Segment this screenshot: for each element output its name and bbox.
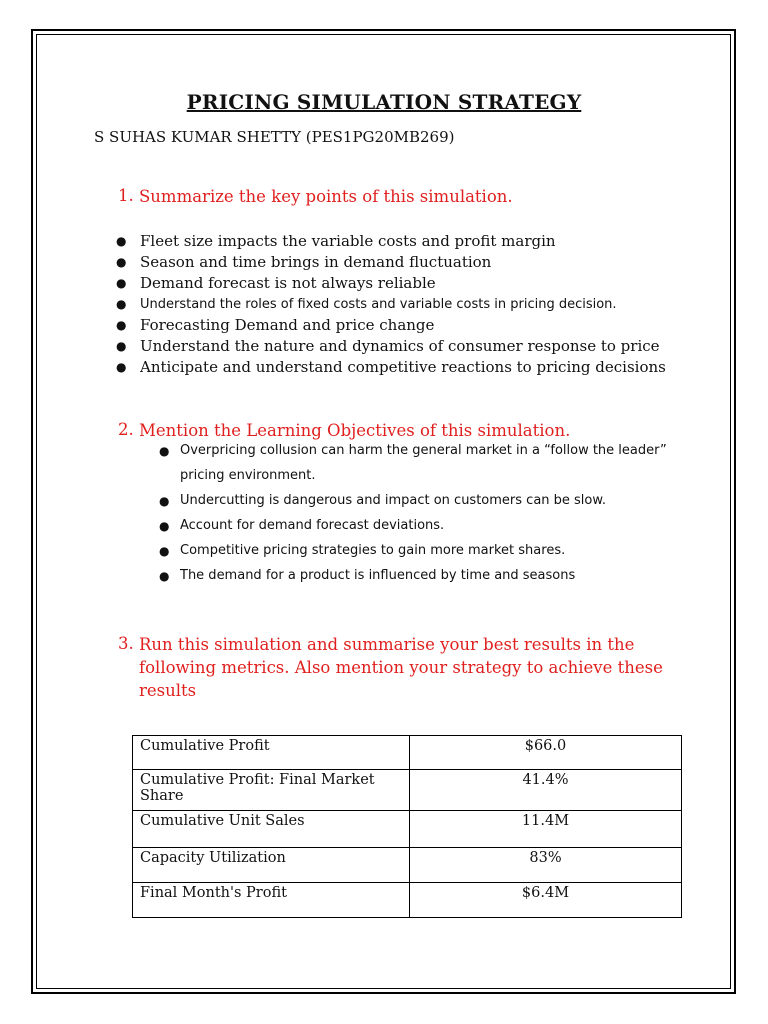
section-1-heading: Summarize the key points of this simulation.	[139, 187, 513, 206]
list-item: ● Forecasting Demand and price change	[116, 316, 435, 334]
section-1-bullet-list	[114, 231, 666, 378]
metric-label: Cumulative Profit	[133, 736, 410, 770]
bullet-icon: ●	[159, 518, 170, 533]
metric-label: Cumulative Unit Sales	[133, 811, 410, 848]
table-row	[133, 811, 682, 848]
metric-label: Cumulative Profit: Final Market Share	[133, 770, 410, 811]
list-item: ● Fleet size impacts the variable costs and profit margin	[116, 232, 556, 250]
bullet-icon: ●	[159, 493, 170, 508]
list-item: ● Understand the roles of fixed costs and variable costs in pricing decision.	[114, 294, 666, 315]
bullet-icon: ●	[159, 568, 170, 583]
metric-label: Final Month's Profit	[133, 883, 410, 918]
bullet-icon: ●	[116, 297, 127, 311]
table-row	[133, 736, 682, 770]
table-row	[133, 770, 682, 811]
section-3-heading: Run this simulation and summarise your best results in the following metrics. Also mention your strategy to achieve these results	[139, 635, 663, 700]
table-row	[133, 848, 682, 883]
bullet-icon: ●	[159, 543, 170, 558]
section-2-heading: Mention the Learning Objectives of this simulation.	[139, 421, 571, 440]
list-item: ● Overpricing collusion can harm the general market in a “follow the leader” pricing environment.	[157, 439, 687, 488]
metric-value: $6.4M	[410, 883, 682, 918]
metric-label: Capacity Utilization	[133, 848, 410, 883]
metric-value: 11.4M	[410, 811, 682, 848]
list-item: ● Anticipate and understand competitive reactions to pricing decisions	[116, 358, 666, 376]
list-item: ● Understand the nature and dynamics of consumer response to price	[116, 337, 660, 355]
list-item: ● Competitive pricing strategies to gain more market shares.	[157, 539, 687, 564]
list-item: ● Undercutting is dangerous and impact on customers can be slow.	[157, 489, 687, 514]
list-item: ● Demand forecast is not always reliable	[116, 274, 436, 292]
metric-value: $66.0	[410, 736, 682, 770]
section-1-number: 1.	[118, 186, 134, 205]
bullet-icon: ●	[116, 339, 127, 353]
bullet-icon: ●	[116, 318, 127, 332]
document-title: PRICING SIMULATION STRATEGY	[186, 90, 582, 114]
section-2-number: 2.	[118, 420, 134, 439]
table-row	[133, 883, 682, 918]
list-item: ● Season and time brings in demand fluctuation	[116, 253, 492, 271]
bullet-icon: ●	[116, 234, 127, 248]
list-item: ● The demand for a product is influenced by time and seasons	[157, 564, 687, 589]
bullet-icon: ●	[116, 255, 127, 269]
author-line: S SUHAS KUMAR SHETTY (PES1PG20MB269)	[94, 128, 455, 146]
section-2-bullet-list	[157, 439, 687, 589]
metrics-table	[132, 735, 682, 918]
bullet-icon: ●	[116, 360, 127, 374]
metric-value: 41.4%	[410, 770, 682, 811]
bullet-icon: ●	[116, 276, 127, 290]
metric-value: 83%	[410, 848, 682, 883]
list-item: ● Account for demand forecast deviations.	[157, 514, 687, 539]
section-3-number: 3.	[118, 634, 134, 653]
bullet-icon: ●	[159, 444, 170, 458]
